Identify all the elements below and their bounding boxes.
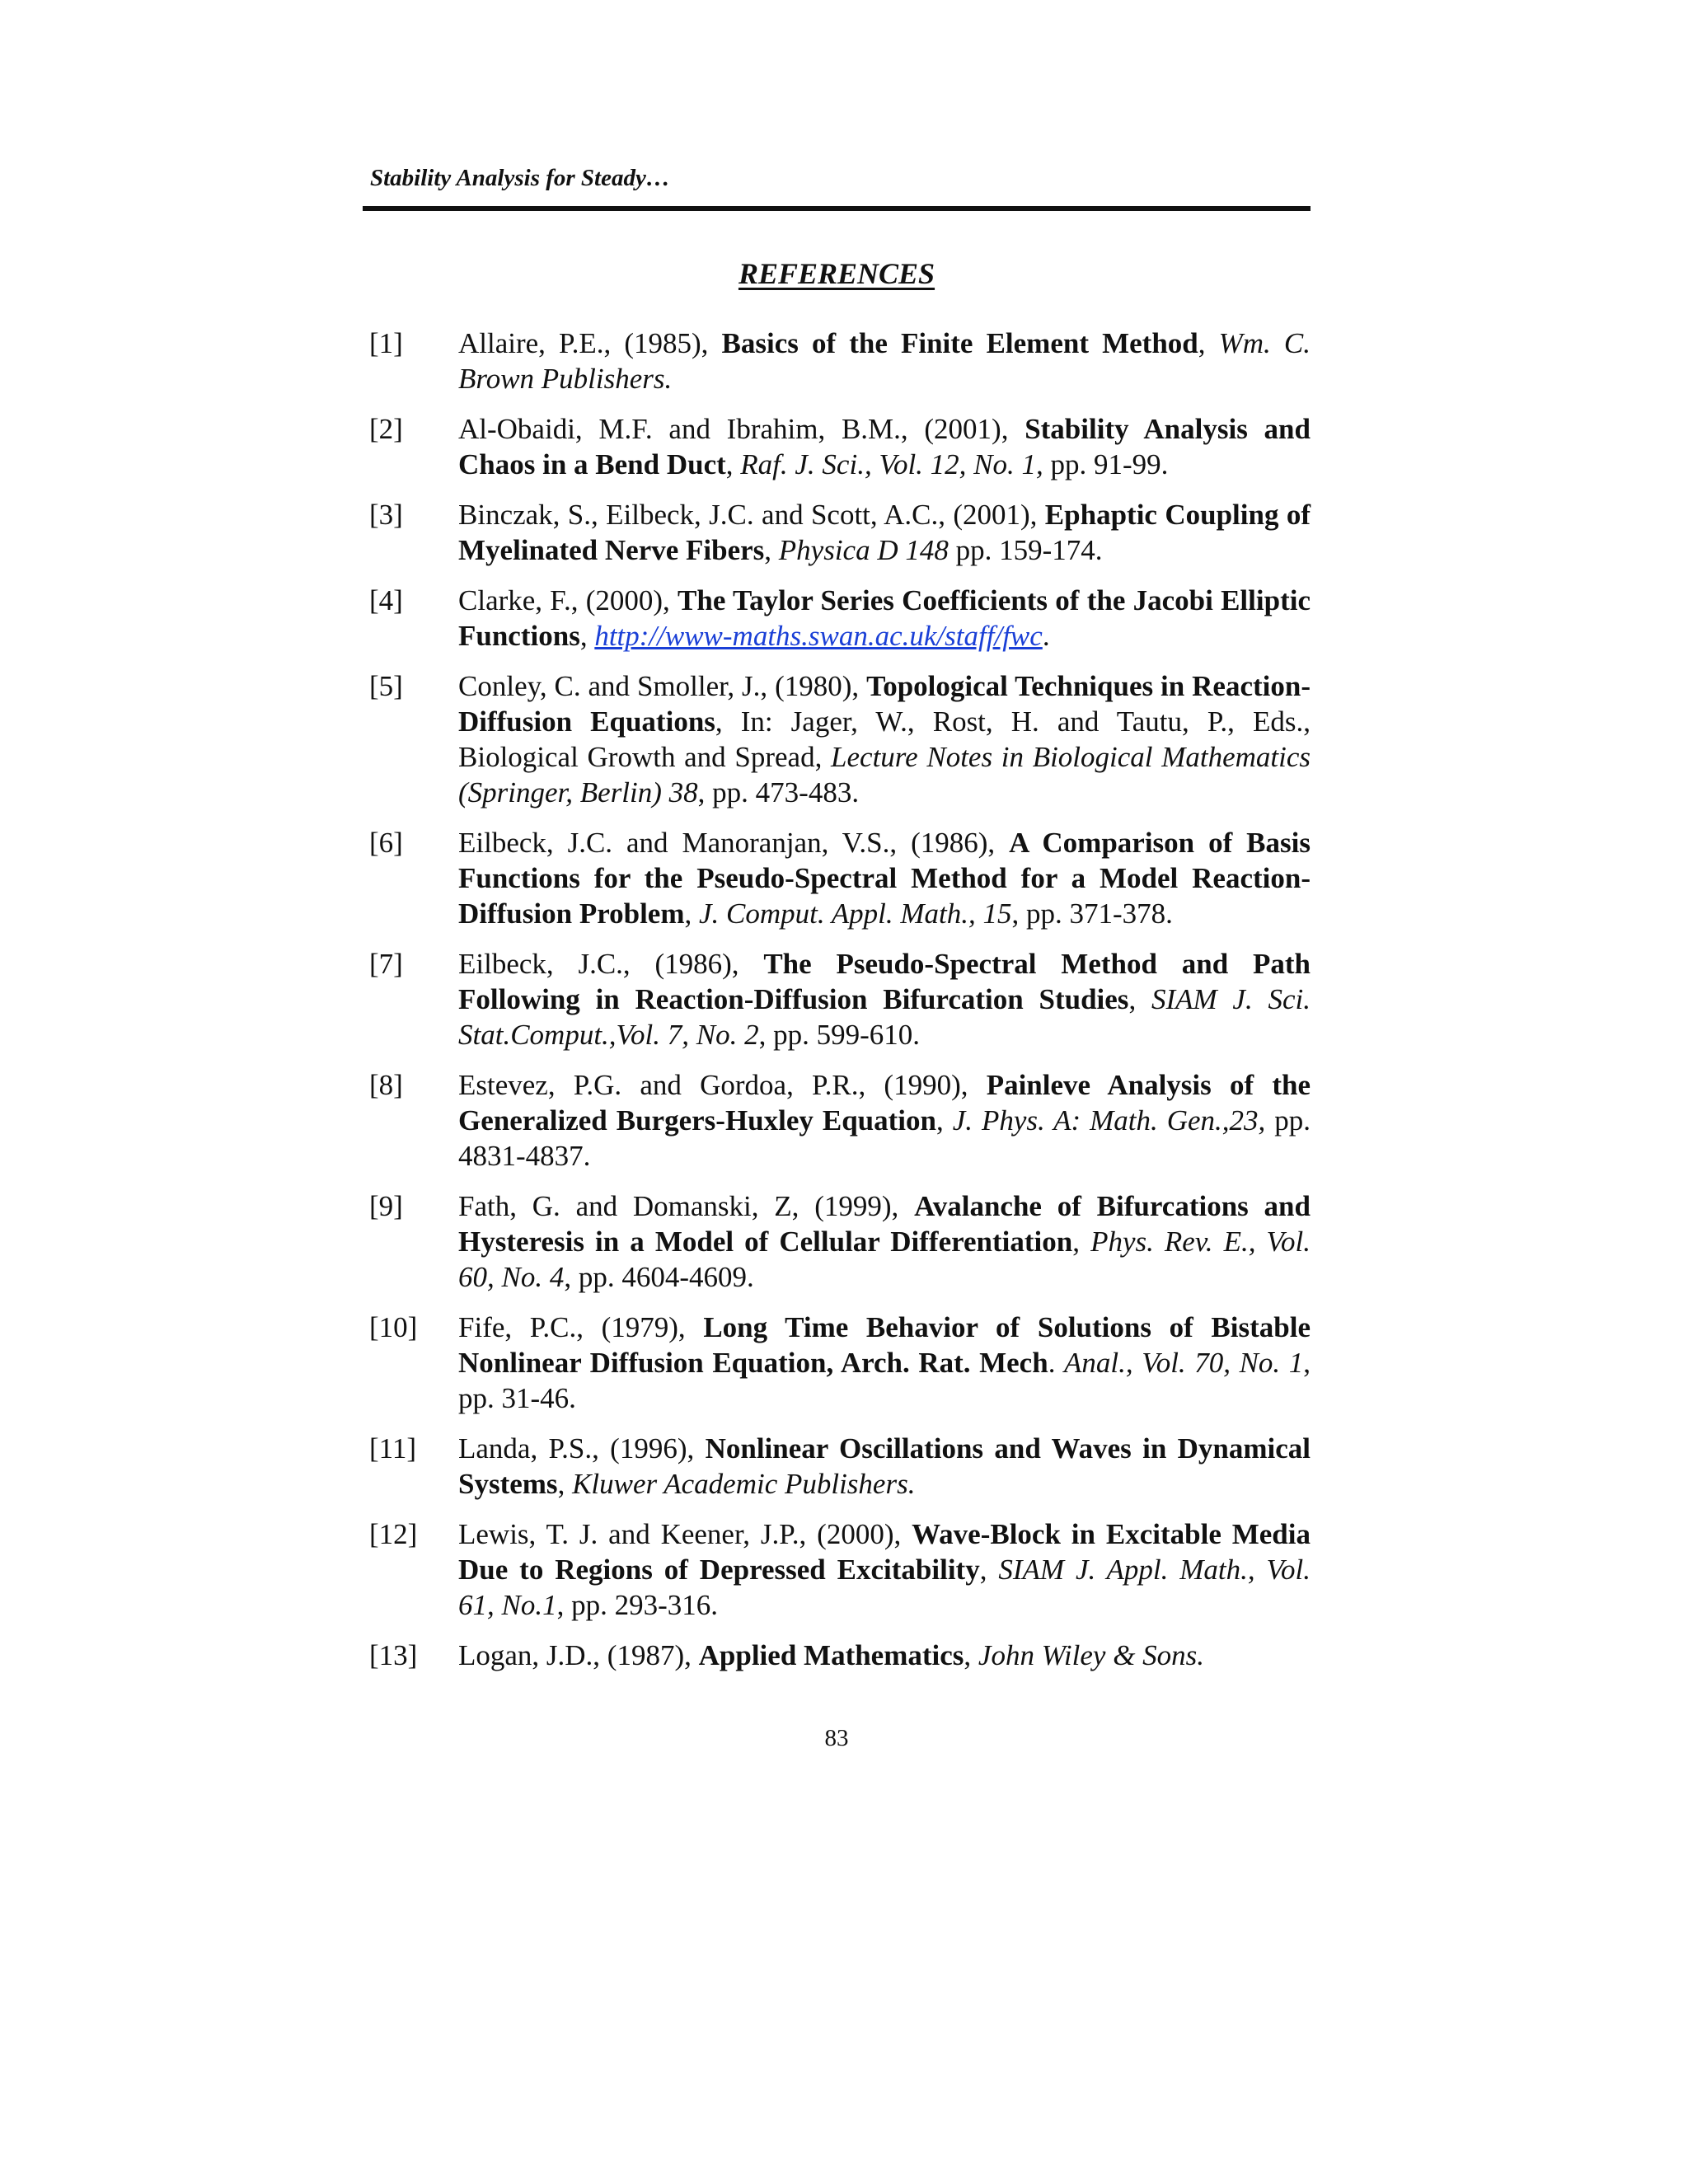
reference-item	[363, 583, 1311, 654]
reference-title: Stability Analysis and Chaos in a Bend Duct	[458, 413, 1311, 480]
reference-separator: ,	[764, 534, 779, 566]
reference-item	[363, 946, 1311, 1052]
reference-source: SIAM J. Appl. Math., Vol. 61, No.1	[458, 1554, 1311, 1621]
reference-source: Raf. J. Sci., Vol. 12, No. 1,	[740, 448, 1043, 480]
reference-item	[363, 1516, 1311, 1623]
reference-authors: Binczak, S., Eilbeck, J.C. and Scott, A.C., (2001),	[458, 499, 1045, 531]
reference-authors: Conley, C. and Smoller, J., (1980),	[458, 670, 867, 702]
reference-number: [4]	[369, 584, 403, 616]
reference-separator: ,	[964, 1639, 978, 1671]
reference-title: Wave-Block in Excitable Media Due to Regions of Depressed Excitability	[458, 1518, 1311, 1586]
reference-separator: ,	[579, 620, 595, 652]
reference-separator: ,	[557, 1468, 573, 1500]
reference-source: SIAM J. Sci. Stat.Comput.,Vol. 7, No. 2	[458, 983, 1311, 1051]
reference-separator: , In: Jager, W., Rost, H. and Tautu, P., Eds., Biological Growth and Spread,	[458, 705, 1311, 773]
reference-authors: Allaire, P.E., (1985),	[458, 327, 722, 359]
reference-source: J. Comput. Appl. Math., 15	[699, 898, 1012, 930]
reference-authors: Eilbeck, J.C., (1986),	[458, 948, 764, 980]
reference-separator: ,	[684, 898, 699, 930]
reference-source: John Wiley & Sons.	[978, 1639, 1205, 1671]
reference-source: J. Phys. A: Math. Gen.,23,	[952, 1104, 1266, 1137]
reference-title: Long Time Behavior of Solutions of Bistable Nonlinear Diffusion Equation, Arch. Rat. Mech	[458, 1311, 1311, 1379]
reference-authors: Al-Obaidi, M.F. and Ibrahim, B.M., (2001),	[458, 413, 1025, 445]
reference-number: [12]	[369, 1518, 418, 1550]
reference-separator: .	[1048, 1347, 1065, 1379]
reference-separator: ,	[1128, 983, 1151, 1015]
reference-pages: pp. 4831-4837.	[458, 1104, 1311, 1172]
reference-list	[363, 326, 1311, 1688]
reference-separator: ,	[1072, 1226, 1091, 1258]
reference-separator: ,	[979, 1554, 999, 1586]
reference-item	[363, 1310, 1311, 1416]
reference-link[interactable]: http://www-maths.swan.ac.uk/staff/fwc	[594, 620, 1043, 652]
reference-pages: , pp. 473-483.	[697, 776, 860, 808]
reference-separator: ,	[725, 448, 741, 480]
reference-authors: Landa, P.S., (1996),	[458, 1432, 706, 1465]
reference-item	[363, 1067, 1311, 1174]
reference-item	[363, 326, 1311, 396]
page-number: 83	[824, 1725, 849, 1751]
reference-number: [11]	[369, 1432, 417, 1465]
reference-number: [1]	[369, 327, 403, 359]
reference-number: [5]	[369, 670, 403, 702]
reference-item	[363, 1431, 1311, 1502]
reference-title: Painleve Analysis of the Generalized Burgers-Huxley Equation	[458, 1069, 1311, 1137]
reference-authors: Logan, J.D., (1987),	[458, 1639, 699, 1671]
reference-authors: Clarke, F., (2000),	[458, 584, 678, 616]
reference-source: Phys. Rev. E., Vol. 60, No. 4	[458, 1226, 1311, 1293]
reference-separator: ,	[935, 1104, 953, 1137]
reference-number: [2]	[369, 413, 403, 445]
reference-source: Anal., Vol. 70, No. 1	[1064, 1347, 1304, 1379]
reference-source: Lecture Notes in Biological Mathematics (Springer, Berlin) 38	[458, 741, 1311, 808]
reference-source: Kluwer Academic Publishers.	[572, 1468, 916, 1500]
reference-source: Wm. C. Brown Publishers.	[458, 327, 1311, 395]
reference-title: Applied Mathematics	[698, 1639, 964, 1671]
reference-authors: Fath, G. and Domanski, Z, (1999),	[458, 1190, 915, 1222]
reference-item	[363, 497, 1311, 568]
reference-title: The Pseudo-Spectral Method and Path Following in Reaction-Diffusion Bifurcation Studies	[458, 948, 1311, 1015]
reference-pages: , pp. 599-610.	[758, 1019, 921, 1051]
reference-number: [10]	[369, 1311, 418, 1343]
reference-separator: ,	[1198, 327, 1219, 359]
reference-number: [7]	[369, 948, 403, 980]
reference-title: Nonlinear Oscillations and Waves in Dynamical Systems	[458, 1432, 1311, 1500]
reference-item	[363, 1638, 1311, 1673]
reference-item	[363, 668, 1311, 810]
reference-number: [9]	[369, 1190, 403, 1222]
reference-pages: , pp. 293-316.	[556, 1589, 719, 1621]
reference-item	[363, 825, 1311, 931]
reference-number: [8]	[369, 1069, 403, 1101]
reference-authors: Fife, P.C., (1979),	[458, 1311, 704, 1343]
reference-pages: , pp. 4604-4609.	[564, 1261, 754, 1293]
reference-title: A Comparison of Basis Functions for the Pseudo-Spectral Method for a Model Reaction-Diffusion Problem	[458, 827, 1311, 930]
reference-pages: pp. 91-99.	[1043, 448, 1169, 480]
reference-authors: Eilbeck, J.C. and Manoranjan, V.S., (1986),	[458, 827, 1010, 859]
reference-number: [3]	[369, 499, 403, 531]
reference-item	[363, 1188, 1311, 1295]
section-title: REFERENCES	[738, 257, 935, 290]
reference-title: Basics of the Finite Element Method	[721, 327, 1198, 359]
reference-pages: , pp. 371-378.	[1011, 898, 1173, 930]
reference-item	[363, 411, 1311, 482]
reference-title: Topological Techniques in Reaction-Diffusion Equations	[458, 670, 1311, 738]
reference-pages: pp. 159-174.	[948, 534, 1103, 566]
reference-number: [6]	[369, 827, 403, 859]
reference-number: [13]	[369, 1639, 418, 1671]
header-rule	[363, 206, 1311, 211]
reference-pages: , pp. 31-46.	[458, 1347, 1311, 1414]
reference-authors: Lewis, T. J. and Keener, J.P., (2000),	[458, 1518, 912, 1550]
reference-source: Physica D 148	[778, 534, 949, 566]
running-header: Stability Analysis for Steady…	[370, 165, 670, 191]
reference-title: The Taylor Series Coefficients of the Jacobi Elliptic Functions	[458, 584, 1311, 652]
reference-title: Avalanche of Bifurcations and Hysteresis in a Model of Cellular Differentiation	[458, 1190, 1311, 1258]
reference-title: Ephaptic Coupling of Myelinated Nerve Fibers	[458, 499, 1311, 566]
reference-authors: Estevez, P.G. and Gordoa, P.R., (1990),	[458, 1069, 987, 1101]
reference-pages: .	[1042, 620, 1050, 652]
